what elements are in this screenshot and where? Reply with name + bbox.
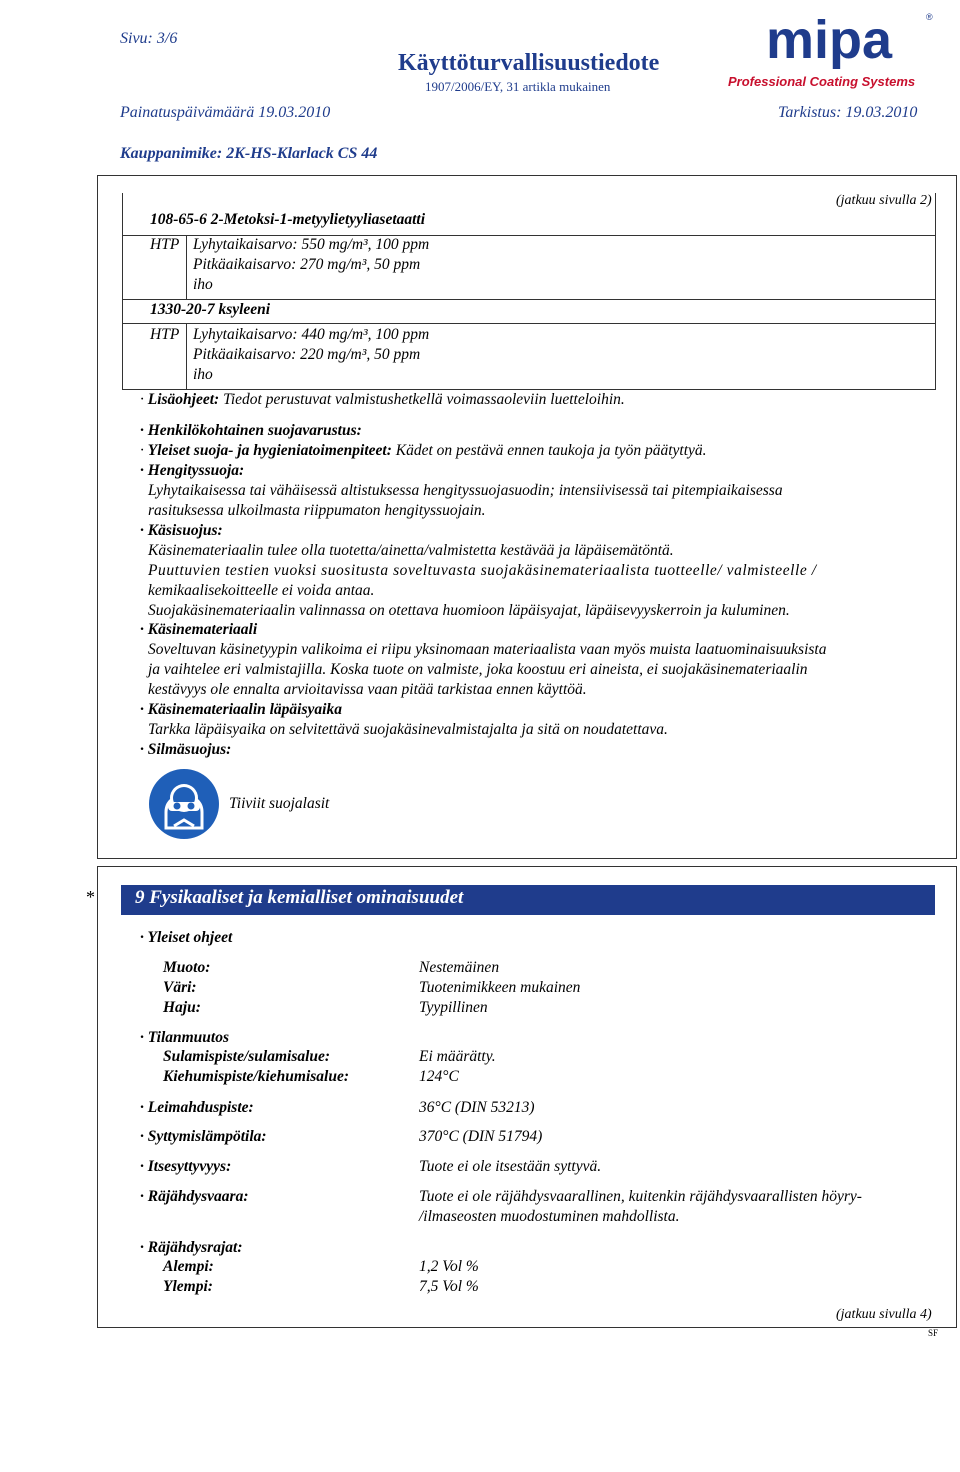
hand-text: Suojakäsinemateriaalin valinnassa on otettava huomioon läpäisyajat, läpäisevyyskerroin ja kuluminen. xyxy=(148,602,790,619)
boiling-label: Kiehumispiste/kiehumisalue: xyxy=(163,1068,350,1085)
explosion-value: /ilmaseosten muodostuminen mahdollista. xyxy=(419,1208,680,1225)
form-value: Nestemäinen xyxy=(419,959,500,976)
hygiene-label: Yleiset suoja- ja hygieniatoimenpiteet: xyxy=(147,442,392,459)
eye-heading: · Silmäsuojus: xyxy=(140,741,232,758)
substance-name: 1330-20-7 ksyleeni xyxy=(150,301,271,318)
section9-title: 9 Fysikaaliset ja kemialliset ominaisuudet xyxy=(135,887,464,908)
color-label: Väri: xyxy=(163,979,197,996)
skin-note: iho xyxy=(193,366,213,383)
eye-text: Tiiviit suojalasit xyxy=(229,795,330,812)
glove-material-text: kestävyys ole ennalta arvioitavissa vaan pitää tarkistaa ennen käyttöä. xyxy=(148,681,587,698)
substance-name: 108-65-6 2-Metoksi-1-metyylietyyliasetaatti xyxy=(150,211,426,228)
ignition-row: · Syttymislämpötila: xyxy=(140,1128,267,1145)
ppe-heading: · Henkilökohtainen suojavarustus: xyxy=(140,422,362,439)
hygiene-text: Kädet on pestävä ennen taukoja ja työn päätyttyä. xyxy=(395,442,707,459)
explosion-row: · Räjähdysvaara: xyxy=(140,1188,249,1205)
melting-value: Ei määrätty. xyxy=(419,1048,496,1065)
flash-label: Leimahduspiste: xyxy=(147,1099,254,1116)
flash-row: · Leimahduspiste: xyxy=(140,1099,254,1116)
penetration-label: Käsinemateriaalin läpäisyaika xyxy=(147,701,342,718)
limit-code: HTP xyxy=(150,326,180,343)
selfign-value: Tuote ei ole itsestään syttyvä. xyxy=(419,1158,602,1175)
additional-label: Lisäohjeet: xyxy=(147,391,220,408)
selfign-label: Itsesyttyvyys: xyxy=(147,1158,232,1175)
additional-info: · Lisäohjeet: Tiedot perustuvat valmistushetkellä voimassaoleviin luetteloihin. xyxy=(140,391,625,408)
long-term-limit: Pitkäaikaisarvo: 270 mg/m³, 50 ppm xyxy=(193,256,421,273)
color-value: Tuotenimikkeen mukainen xyxy=(419,979,581,996)
limits-heading: · Räjähdysrajat: xyxy=(140,1239,243,1256)
state-label: Tilanmuutos xyxy=(147,1029,230,1046)
svg-text:®: ® xyxy=(926,12,933,22)
glove-material-text: Soveltuvan käsinetyypin valikoima ei riipu yksinomaan materiaalista vaan myös muista laatuominaisuuksista xyxy=(148,641,827,658)
additional-text: Tiedot perustuvat valmistushetkellä voimassaoleviin luetteloihin. xyxy=(223,391,625,408)
hygiene-row: · Yleiset suoja- ja hygieniatoimenpiteet: Kädet on pestävä ennen taukoja ja työn päätyttyä. xyxy=(140,442,707,459)
general-label: Yleiset ohjeet xyxy=(147,929,233,946)
state-heading: · Tilanmuutos xyxy=(140,1029,230,1046)
limit-code: HTP xyxy=(150,236,180,253)
eye-label: Silmäsuojus: xyxy=(147,741,232,758)
glove-material-heading: · Käsinemateriaali xyxy=(140,621,258,638)
glove-material-text: ja vaihtelee eri valmistajilla. Koska tuote on valmiste, joka koostuu eri aineista, ei suojakäsinemateriaalin xyxy=(148,661,808,678)
general-heading: · Yleiset ohjeet xyxy=(140,929,233,946)
lower-value: 1,2 Vol % xyxy=(419,1258,479,1275)
odor-label: Haju: xyxy=(163,999,201,1016)
logo-tagline: Professional Coating Systems xyxy=(728,74,916,89)
respiratory-heading: · Hengityssuoja: xyxy=(140,462,245,479)
respiratory-text: rasituksessa ulkoilmasta riippumaton hengityssuojain. xyxy=(148,502,486,519)
penetration-text: Tarkka läpäisyaika on selvitettävä suojakäsinevalmistajalta ja sitä on noudatettava. xyxy=(148,721,668,738)
document-title: Käyttöturvallisuustiedote xyxy=(398,50,660,76)
hand-text: Käsinemateriaalin tulee olla tuotetta/ainetta/valmistetta kestävää ja läpäisemätöntä. xyxy=(148,542,674,559)
section9-header xyxy=(121,885,935,915)
short-term-limit: Lyhytaikaisarvo: 440 mg/m³, 100 ppm xyxy=(193,326,430,343)
continued-to: (jatkuu sivulla 4) xyxy=(836,1307,932,1322)
trade-name: Kauppanimike: 2K-HS-Klarlack CS 44 xyxy=(120,145,378,162)
page-number: Sivu: 3/6 xyxy=(120,30,178,47)
form-label: Muoto: xyxy=(163,959,211,976)
print-date: Painatuspäivämäärä 19.03.2010 xyxy=(120,104,331,121)
revision-date: Tarkistus: 19.03.2010 xyxy=(778,104,918,121)
language-code: SF xyxy=(928,1328,939,1338)
flash-value: 36°C (DIN 53213) xyxy=(419,1099,535,1116)
short-term-limit: Lyhytaikaisarvo: 550 mg/m³, 100 ppm xyxy=(193,236,430,253)
ppe-label: Henkilökohtainen suojavarustus: xyxy=(147,422,362,439)
ignition-value: 370°C (DIN 51794) xyxy=(419,1128,543,1145)
continued-from: (jatkuu sivulla 2) xyxy=(836,193,932,208)
mipa-logo xyxy=(728,6,940,96)
document-subtitle: 1907/2006/EY, 31 artikla mukainen xyxy=(425,79,611,94)
explosion-value: Tuote ei ole räjähdysvaarallinen, kuitenkin räjähdysvaarallisten höyry- xyxy=(419,1188,862,1205)
long-term-limit: Pitkäaikaisarvo: 220 mg/m³, 50 ppm xyxy=(193,346,421,363)
boiling-value: 124°C xyxy=(419,1068,459,1085)
glove-material-label: Käsinemateriaali xyxy=(147,621,258,638)
hand-heading: · Käsisuojus: xyxy=(140,522,223,539)
limits-label: Räjähdysrajat: xyxy=(147,1239,243,1256)
hand-text: kemikaalisekoitteelle ei voida antaa. xyxy=(148,582,375,599)
odor-value: Tyypillinen xyxy=(419,999,488,1016)
upper-label: Ylempi: xyxy=(163,1278,213,1295)
melting-label: Sulamispiste/sulamisalue: xyxy=(163,1048,331,1065)
hand-text: Puuttuvien testien vuoksi suositusta soveltuvasta suojakäsinemateriaalista tuotteelle/ valmisteelle / xyxy=(148,562,817,579)
lower-label: Alempi: xyxy=(163,1258,214,1275)
change-marker: * xyxy=(86,887,95,907)
respiratory-text: Lyhytaikaisessa tai vähäisessä altistuksessa hengityssuojasuodin; intensiivisessä tai pitempiaikaisessa xyxy=(148,482,783,499)
explosion-label: Räjähdysvaara: xyxy=(147,1188,249,1205)
respiratory-label: Hengityssuoja: xyxy=(147,462,245,479)
ignition-label: Syttymislämpötila: xyxy=(147,1128,267,1145)
skin-note: iho xyxy=(193,276,213,293)
hand-label: Käsisuojus: xyxy=(147,522,223,539)
safety-goggles-icon xyxy=(148,768,220,840)
penetration-heading: · Käsinemateriaalin läpäisyaika xyxy=(140,701,342,718)
logo-wordmark: mipa xyxy=(766,10,893,70)
upper-value: 7,5 Vol % xyxy=(419,1278,479,1295)
selfign-row: · Itsesyttyvyys: xyxy=(140,1158,232,1175)
